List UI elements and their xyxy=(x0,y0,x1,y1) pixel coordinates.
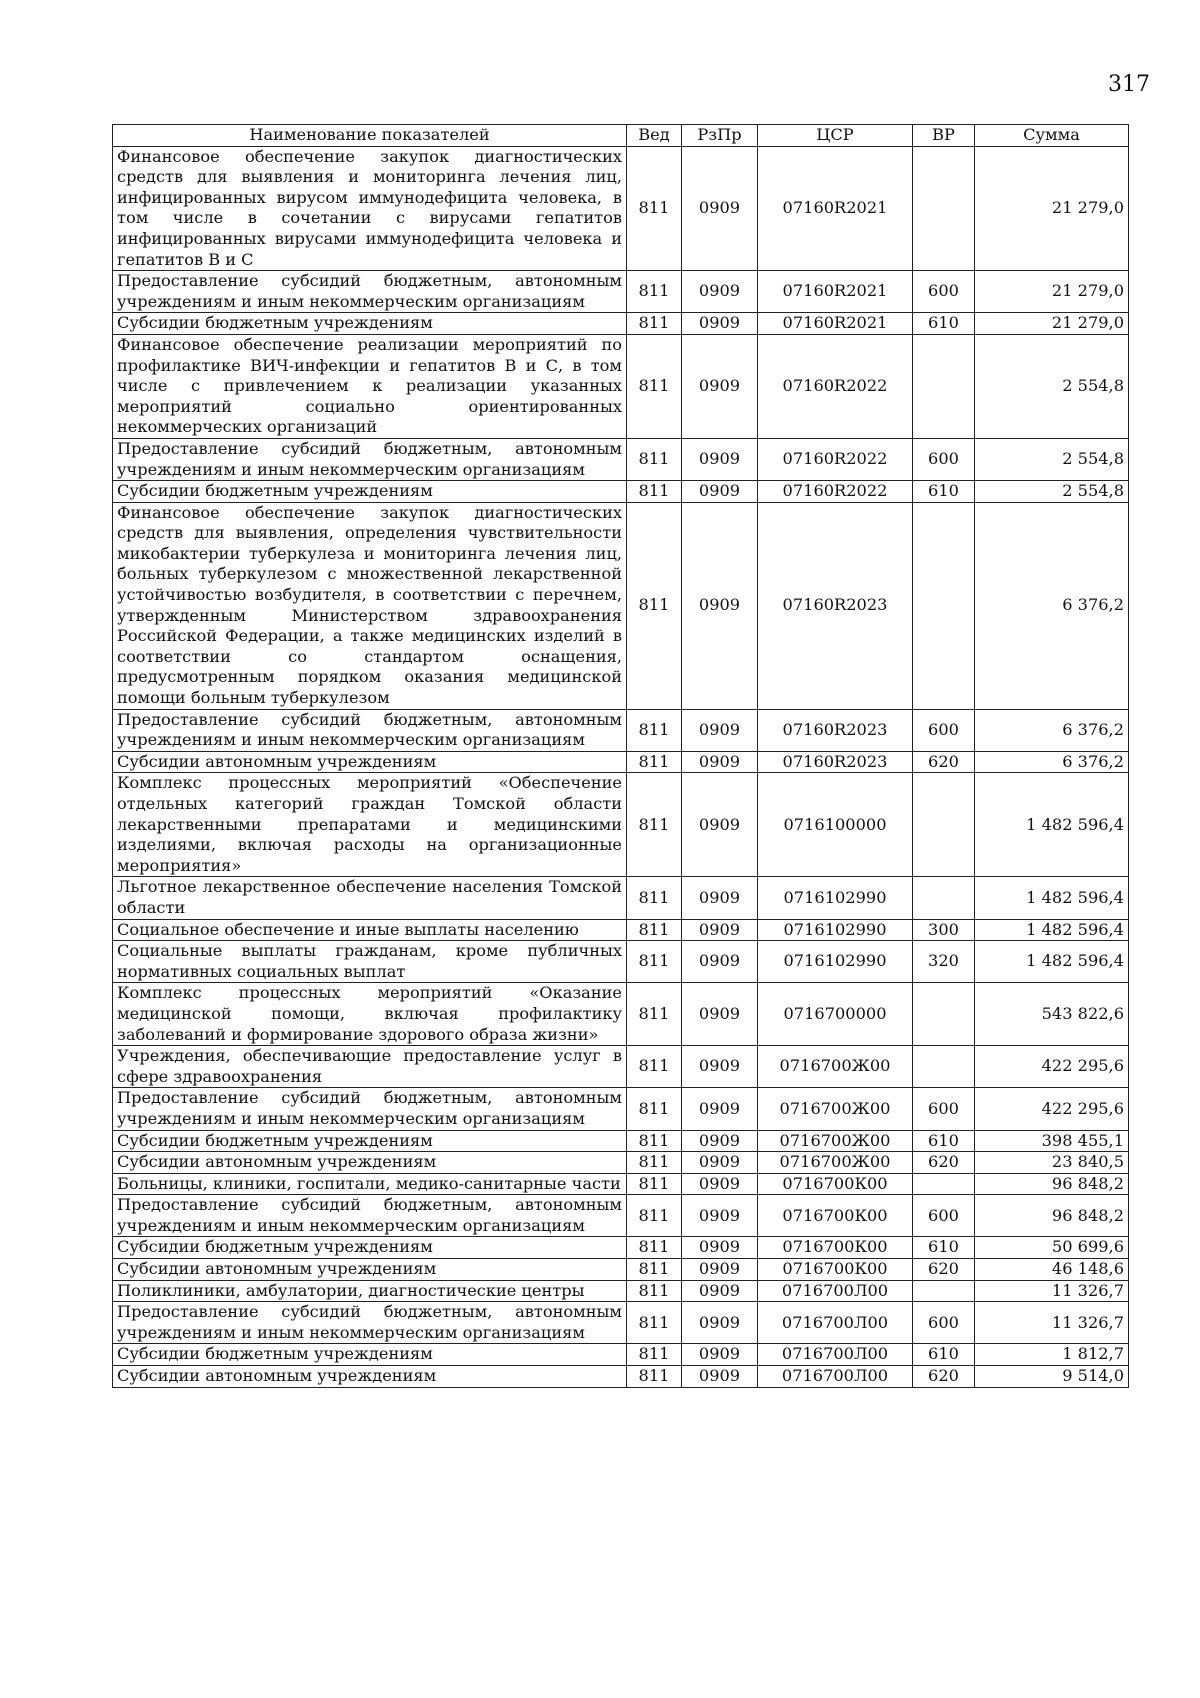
cell-csr: 0716700Л00 xyxy=(758,1344,913,1366)
table-row xyxy=(113,751,1129,773)
cell-ved: 811 xyxy=(627,1130,682,1152)
table-row xyxy=(113,983,1129,1046)
cell-vr: 610 xyxy=(913,1344,975,1366)
cell-sum: 11 326,7 xyxy=(975,1302,1129,1344)
cell-ved: 811 xyxy=(627,1173,682,1195)
cell-rzpr: 0909 xyxy=(682,773,758,877)
table-body xyxy=(113,146,1129,1387)
cell-ved: 811 xyxy=(627,941,682,983)
cell-csr: 07160R2022 xyxy=(758,438,913,480)
cell-name: Субсидии автономным учреждениям xyxy=(113,1259,627,1281)
cell-ved: 811 xyxy=(627,334,682,438)
cell-name: Больницы, клиники, госпитали, медико-санитарные части xyxy=(113,1173,627,1195)
cell-rzpr: 0909 xyxy=(682,1259,758,1281)
cell-sum: 21 279,0 xyxy=(975,146,1129,271)
cell-sum: 422 295,6 xyxy=(975,1046,1129,1088)
cell-vr xyxy=(913,146,975,271)
cell-rzpr: 0909 xyxy=(682,481,758,503)
cell-rzpr: 0909 xyxy=(682,1152,758,1174)
cell-vr xyxy=(913,1173,975,1195)
cell-csr: 07160R2023 xyxy=(758,502,913,709)
cell-name: Субсидии автономным учреждениям xyxy=(113,1366,627,1388)
cell-csr: 0716700К00 xyxy=(758,1173,913,1195)
cell-ved: 811 xyxy=(627,877,682,919)
cell-csr: 0716102990 xyxy=(758,877,913,919)
table-row xyxy=(113,1130,1129,1152)
cell-vr: 620 xyxy=(913,1366,975,1388)
cell-vr: 600 xyxy=(913,1088,975,1130)
cell-vr: 600 xyxy=(913,271,975,313)
cell-name: Предоставление субсидий бюджетным, автономным учреждениям и иным некоммерческим организациям xyxy=(113,1302,627,1344)
cell-csr: 0716700К00 xyxy=(758,1237,913,1259)
cell-name: Субсидии бюджетным учреждениям xyxy=(113,313,627,335)
cell-sum: 2 554,8 xyxy=(975,438,1129,480)
header-csr: ЦСР xyxy=(758,125,913,147)
cell-sum: 1 812,7 xyxy=(975,1344,1129,1366)
cell-vr xyxy=(913,502,975,709)
cell-ved: 811 xyxy=(627,438,682,480)
cell-csr: 07160R2021 xyxy=(758,271,913,313)
cell-csr: 0716700000 xyxy=(758,983,913,1046)
cell-rzpr: 0909 xyxy=(682,313,758,335)
cell-rzpr: 0909 xyxy=(682,941,758,983)
table-row xyxy=(113,1259,1129,1281)
cell-csr: 0716700Л00 xyxy=(758,1366,913,1388)
cell-vr: 620 xyxy=(913,1152,975,1174)
cell-vr: 600 xyxy=(913,1195,975,1237)
cell-name: Финансовое обеспечение закупок диагностических средств для выявления, определения чувствительности микобактерии туберкулеза и мониторинга лечения лиц, больных туберкулезом с множественной лекарственной устойчивостью возбудителя, в соответствии с перечнем, утвержденным Министерством здравоохранения Российской Федерации, а также медицинских изделий в соответствии со стандартом оснащения, предусмотренным порядком оказания медицинской помощи больным туберкулезом xyxy=(113,502,627,709)
cell-vr: 620 xyxy=(913,1259,975,1281)
cell-vr xyxy=(913,877,975,919)
cell-sum: 96 848,2 xyxy=(975,1195,1129,1237)
cell-csr: 0716700Ж00 xyxy=(758,1130,913,1152)
table-row xyxy=(113,1152,1129,1174)
cell-ved: 811 xyxy=(627,773,682,877)
cell-ved: 811 xyxy=(627,1280,682,1302)
cell-ved: 811 xyxy=(627,1046,682,1088)
cell-sum: 422 295,6 xyxy=(975,1088,1129,1130)
cell-rzpr: 0909 xyxy=(682,146,758,271)
cell-vr xyxy=(913,334,975,438)
cell-rzpr: 0909 xyxy=(682,334,758,438)
header-sum: Сумма xyxy=(975,125,1129,147)
table-row xyxy=(113,271,1129,313)
cell-vr: 610 xyxy=(913,481,975,503)
cell-vr xyxy=(913,1280,975,1302)
cell-sum: 96 848,2 xyxy=(975,1173,1129,1195)
cell-ved: 811 xyxy=(627,919,682,941)
cell-vr xyxy=(913,773,975,877)
cell-vr: 610 xyxy=(913,1130,975,1152)
cell-vr: 620 xyxy=(913,751,975,773)
table-row xyxy=(113,438,1129,480)
cell-vr: 600 xyxy=(913,1302,975,1344)
cell-csr: 07160R2021 xyxy=(758,313,913,335)
cell-name: Субсидии бюджетным учреждениям xyxy=(113,481,627,503)
cell-csr: 0716700К00 xyxy=(758,1259,913,1281)
cell-vr xyxy=(913,983,975,1046)
cell-ved: 811 xyxy=(627,983,682,1046)
cell-sum: 2 554,8 xyxy=(975,481,1129,503)
cell-rzpr: 0909 xyxy=(682,438,758,480)
cell-name: Субсидии автономным учреждениям xyxy=(113,751,627,773)
cell-csr: 0716102990 xyxy=(758,919,913,941)
cell-name: Комплекс процессных мероприятий «Оказание медицинской помощи, включая профилактику заболеваний и формирование здорового образа жизни» xyxy=(113,983,627,1046)
table-row xyxy=(113,1088,1129,1130)
cell-rzpr: 0909 xyxy=(682,1302,758,1344)
table-row xyxy=(113,146,1129,271)
budget-table xyxy=(112,124,1129,1388)
cell-sum: 11 326,7 xyxy=(975,1280,1129,1302)
cell-csr: 0716700Л00 xyxy=(758,1280,913,1302)
header-name: Наименование показателей xyxy=(113,125,627,147)
cell-name: Комплекс процессных мероприятий «Обеспечение отдельных категорий граждан Томской области лекарственными препаратами и медицинскими изделиями, включая расходы на организационные мероприятия» xyxy=(113,773,627,877)
cell-csr: 0716700Ж00 xyxy=(758,1152,913,1174)
table-row xyxy=(113,941,1129,983)
cell-name: Субсидии автономным учреждениям xyxy=(113,1152,627,1174)
cell-rzpr: 0909 xyxy=(682,1173,758,1195)
cell-ved: 811 xyxy=(627,502,682,709)
cell-name: Социальное обеспечение и иные выплаты населению xyxy=(113,919,627,941)
cell-sum: 9 514,0 xyxy=(975,1366,1129,1388)
cell-name: Финансовое обеспечение закупок диагностических средств для выявления и мониторинга лечения лиц, инфицированных вирусом иммунодефицита человека, в том числе в сочетании с вирусами гепатитов инфицированных вирусами иммунодефицита человека и гепатитов В и С xyxy=(113,146,627,271)
cell-sum: 398 455,1 xyxy=(975,1130,1129,1152)
cell-vr: 610 xyxy=(913,1237,975,1259)
cell-sum: 1 482 596,4 xyxy=(975,877,1129,919)
cell-csr: 07160R2022 xyxy=(758,481,913,503)
cell-name: Льготное лекарственное обеспечение населения Томской области xyxy=(113,877,627,919)
cell-ved: 811 xyxy=(627,1088,682,1130)
cell-name: Предоставление субсидий бюджетным, автономным учреждениям и иным некоммерческим организациям xyxy=(113,1195,627,1237)
cell-sum: 46 148,6 xyxy=(975,1259,1129,1281)
cell-csr: 0716700Л00 xyxy=(758,1302,913,1344)
header-vr: ВР xyxy=(913,125,975,147)
cell-name: Предоставление субсидий бюджетным, автономным учреждениям и иным некоммерческим организациям xyxy=(113,438,627,480)
cell-csr: 07160R2023 xyxy=(758,709,913,751)
cell-csr: 07160R2021 xyxy=(758,146,913,271)
table-row xyxy=(113,1280,1129,1302)
cell-csr: 0716700К00 xyxy=(758,1195,913,1237)
cell-csr: 0716100000 xyxy=(758,773,913,877)
cell-ved: 811 xyxy=(627,1366,682,1388)
cell-ved: 811 xyxy=(627,1237,682,1259)
cell-ved: 811 xyxy=(627,271,682,313)
cell-rzpr: 0909 xyxy=(682,919,758,941)
table-row xyxy=(113,1366,1129,1388)
cell-rzpr: 0909 xyxy=(682,1280,758,1302)
cell-csr: 07160R2023 xyxy=(758,751,913,773)
cell-ved: 811 xyxy=(627,1152,682,1174)
table-row xyxy=(113,877,1129,919)
cell-vr xyxy=(913,1046,975,1088)
cell-rzpr: 0909 xyxy=(682,1130,758,1152)
table-row xyxy=(113,919,1129,941)
table-row xyxy=(113,313,1129,335)
cell-sum: 6 376,2 xyxy=(975,751,1129,773)
header-ved: Вед xyxy=(627,125,682,147)
cell-vr: 600 xyxy=(913,709,975,751)
cell-sum: 23 840,5 xyxy=(975,1152,1129,1174)
cell-vr: 300 xyxy=(913,919,975,941)
table-row xyxy=(113,502,1129,709)
cell-ved: 811 xyxy=(627,709,682,751)
cell-vr: 600 xyxy=(913,438,975,480)
cell-ved: 811 xyxy=(627,1259,682,1281)
cell-csr: 0716700Ж00 xyxy=(758,1088,913,1130)
cell-csr: 0716700Ж00 xyxy=(758,1046,913,1088)
cell-sum: 50 699,6 xyxy=(975,1237,1129,1259)
cell-sum: 543 822,6 xyxy=(975,983,1129,1046)
cell-sum: 6 376,2 xyxy=(975,709,1129,751)
cell-sum: 1 482 596,4 xyxy=(975,773,1129,877)
cell-sum: 1 482 596,4 xyxy=(975,919,1129,941)
header-rzpr: РзПр xyxy=(682,125,758,147)
cell-rzpr: 0909 xyxy=(682,1237,758,1259)
cell-name: Финансовое обеспечение реализации мероприятий по профилактике ВИЧ-инфекции и гепатитов В и С, в том числе с привлечением к реализации указанных мероприятий социально ориентированных некоммерческих организаций xyxy=(113,334,627,438)
cell-rzpr: 0909 xyxy=(682,1046,758,1088)
cell-sum: 21 279,0 xyxy=(975,313,1129,335)
table-row xyxy=(113,1195,1129,1237)
cell-name: Предоставление субсидий бюджетным, автономным учреждениям и иным некоммерческим организациям xyxy=(113,271,627,313)
table-row xyxy=(113,1046,1129,1088)
cell-rzpr: 0909 xyxy=(682,751,758,773)
page-number: 317 xyxy=(1108,72,1150,97)
cell-name: Предоставление субсидий бюджетным, автономным учреждениям и иным некоммерческим организациям xyxy=(113,1088,627,1130)
cell-ved: 811 xyxy=(627,1195,682,1237)
cell-rzpr: 0909 xyxy=(682,983,758,1046)
cell-csr: 0716102990 xyxy=(758,941,913,983)
cell-sum: 1 482 596,4 xyxy=(975,941,1129,983)
cell-rzpr: 0909 xyxy=(682,271,758,313)
cell-rzpr: 0909 xyxy=(682,1366,758,1388)
cell-sum: 6 376,2 xyxy=(975,502,1129,709)
cell-rzpr: 0909 xyxy=(682,1344,758,1366)
cell-ved: 811 xyxy=(627,313,682,335)
cell-rzpr: 0909 xyxy=(682,502,758,709)
cell-ved: 811 xyxy=(627,1344,682,1366)
table-header-row xyxy=(113,125,1129,147)
cell-rzpr: 0909 xyxy=(682,1195,758,1237)
cell-name: Поликлиники, амбулатории, диагностические центры xyxy=(113,1280,627,1302)
cell-ved: 811 xyxy=(627,751,682,773)
cell-sum: 21 279,0 xyxy=(975,271,1129,313)
cell-rzpr: 0909 xyxy=(682,709,758,751)
cell-ved: 811 xyxy=(627,146,682,271)
table-row xyxy=(113,709,1129,751)
cell-ved: 811 xyxy=(627,1302,682,1344)
table-row xyxy=(113,1173,1129,1195)
table-row xyxy=(113,773,1129,877)
cell-name: Субсидии бюджетным учреждениям xyxy=(113,1344,627,1366)
table-row xyxy=(113,1302,1129,1344)
cell-name: Субсидии бюджетным учреждениям xyxy=(113,1130,627,1152)
cell-vr: 610 xyxy=(913,313,975,335)
cell-sum: 2 554,8 xyxy=(975,334,1129,438)
cell-name: Предоставление субсидий бюджетным, автономным учреждениям и иным некоммерческим организациям xyxy=(113,709,627,751)
cell-name: Субсидии бюджетным учреждениям xyxy=(113,1237,627,1259)
cell-vr: 320 xyxy=(913,941,975,983)
cell-name: Учреждения, обеспечивающие предоставление услуг в сфере здравоохранения xyxy=(113,1046,627,1088)
cell-csr: 07160R2022 xyxy=(758,334,913,438)
table-row xyxy=(113,1237,1129,1259)
cell-rzpr: 0909 xyxy=(682,877,758,919)
cell-rzpr: 0909 xyxy=(682,1088,758,1130)
cell-name: Социальные выплаты гражданам, кроме публичных нормативных социальных выплат xyxy=(113,941,627,983)
table-row xyxy=(113,481,1129,503)
table-row xyxy=(113,1344,1129,1366)
table-row xyxy=(113,334,1129,438)
cell-ved: 811 xyxy=(627,481,682,503)
